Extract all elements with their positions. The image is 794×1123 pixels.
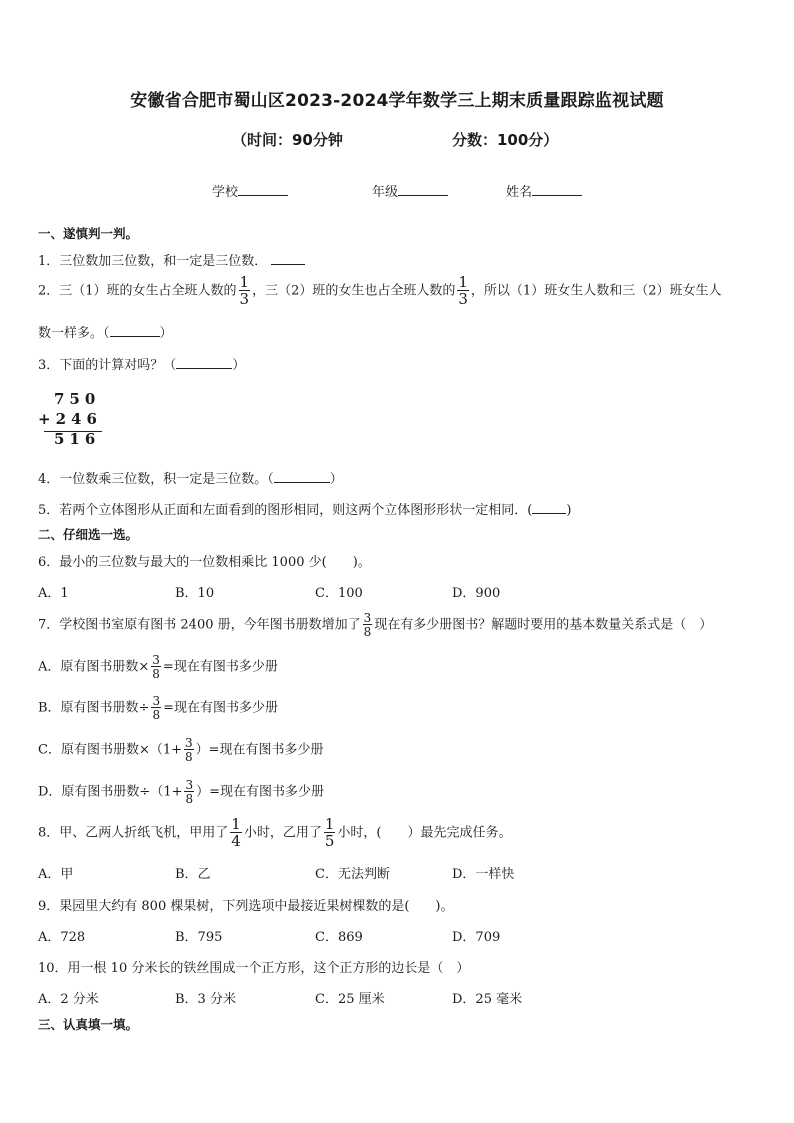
question-10: 10．用一根 10 分米长的铁丝围成一个正方形，这个正方形的边长是（ ） [38,961,470,976]
question-1-blank[interactable] [271,252,305,265]
fraction: $\frac{3}{8}$ [363,611,372,639]
fraction: $\frac{3}{8}$ [185,736,193,764]
question-9: 9．果园里大约有 800 棵果树，下列选项中最接近果树棵数的是( )。 [38,899,454,914]
question-6-option-c[interactable]: C．100 [315,586,363,601]
question-3-blank[interactable] [176,356,232,369]
question-5-text: 5．若两个立体图形从正面和左面看到的图形相同，则这两个立体图形形状一定相同．( [38,503,533,518]
exam-time: （时间：90分钟 [232,131,343,149]
question-9-option-d[interactable]: D．709 [452,930,501,945]
grade-field [372,181,448,200]
question-9-option-c[interactable]: C．869 [315,930,363,945]
page-title: 安徽省合肥市蜀山区2023-2024学年数学三上期末质量跟踪监视试题 [130,91,664,111]
question-10-option-b[interactable]: B．3 分米 [175,992,236,1007]
question-7-option-b[interactable]: B．原有图书册数÷ $\frac{3}{8}$ =现在有图书多少册 [38,694,278,722]
grade-blank[interactable] [398,183,448,196]
question-10-option-a[interactable]: A．2 分米 [38,992,99,1007]
question-1-text: 1．三位数加三位数，和一定是三位数． [38,254,268,269]
question-4-text: 4．一位数乘三位数，积一定是三位数。（ [38,472,274,487]
calc-top: 750 [54,390,101,408]
question-9-option-b[interactable]: B．795 [175,930,223,945]
question-5: 5．若两个立体图形从正面和左面看到的图形相同，则这两个立体图形形状一定相同．( ) [38,503,572,518]
question-8-option-c[interactable]: C．无法判断 [315,867,390,882]
fraction: $\frac{3}{8}$ [185,778,194,806]
fraction: $\frac{3}{8}$ [152,694,161,722]
school-blank[interactable] [238,183,288,196]
fraction: $\frac{1}{3}$ [458,273,468,308]
name-field [506,181,582,200]
grade-label: 年级 [372,185,399,200]
question-10-option-c[interactable]: C．25 厘米 [315,992,385,1007]
fraction: $\frac{1}{3}$ [239,273,250,308]
question-8: 8．甲、乙两人折纸飞机，甲用了 $\frac{1}{4}$ 小时，乙用了 $\frac{1}{5}$ 小时，( ）最先完成任务。 [38,815,512,850]
question-6-option-b[interactable]: B．10 [175,586,215,601]
question-4-blank[interactable] [274,470,330,483]
school-label: 学校 [212,185,239,200]
question-2-line2: 数一样多。（ ） [38,326,173,341]
fraction: $\frac{3}{8}$ [152,653,160,681]
question-2-part2: ，三（2）班的女生也占全班人数的 [252,283,456,299]
name-blank[interactable] [532,183,582,196]
question-6-option-a[interactable]: A．1 [38,586,69,601]
section-heading-2: 二、仔细选一选。 [38,527,139,542]
calc-addend: +246 [38,410,102,428]
question-8-option-a[interactable]: A．甲 [38,867,74,882]
question-7-option-c[interactable]: C．原有图书册数×（1+ $\frac{3}{8}$ ）=现在有图书多少册 [38,736,324,764]
question-6: 6．最小的三位数与最大的一位数相乘比 1000 少( )。 [38,555,371,570]
question-4: 4．一位数乘三位数，积一定是三位数。（ ） [38,472,343,487]
question-10-option-d[interactable]: D．25 毫米 [452,992,523,1007]
question-7: 7．学校图书室原有图书 2400 册，今年图书册数增加了 $\frac{3}{8}$ 现在有多少册图书？解题时要用的基本数量关系式是（ ） [38,611,713,639]
question-2-part1: 2．三（1）班的女生占全班人数的 [38,283,237,299]
question-3: 3．下面的计算对吗？（ ） [38,358,246,373]
section-heading-1: 一、遂慎判一判。 [38,226,139,241]
question-8-option-b[interactable]: B．乙 [175,867,211,882]
question-7-option-a[interactable]: A．原有图书册数× $\frac{3}{8}$ =现在有图书多少册 [38,653,278,681]
question-2-part3: ，所以（1）班女生人数和三（2）班女生人 [470,283,722,299]
question-6-option-d[interactable]: D．900 [452,586,501,601]
question-5-blank[interactable] [532,501,566,514]
section-heading-3: 三、认真填一填。 [38,1017,139,1032]
question-7-option-d[interactable]: D．原有图书册数÷（1+ $\frac{3}{8}$ ）=现在有图书多少册 [38,778,325,806]
school-field [212,181,288,200]
question-2-blank[interactable] [110,324,160,337]
question-8-option-d[interactable]: D．一样快 [452,867,515,882]
question-9-option-a[interactable]: A．728 [38,930,86,945]
fraction: $\frac{1}{4}$ [231,815,241,850]
question-2 [38,275,721,307]
question-3-text: 3．下面的计算对吗？（ [38,358,177,373]
fraction: $\frac{1}{5}$ [324,815,335,850]
question-1 [38,250,305,269]
name-label: 姓名 [506,185,533,200]
calc-result: 516 [54,430,101,448]
exam-score: 分数：100分） [452,131,559,149]
